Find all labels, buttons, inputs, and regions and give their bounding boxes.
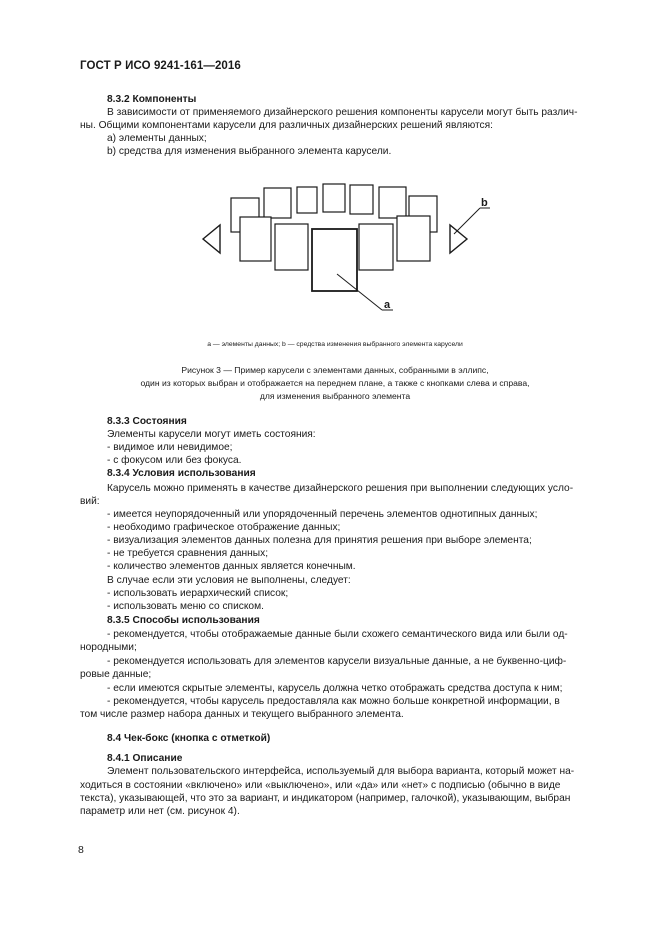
s834-item-3: - визуализация элементов данных полезна для принятия решения при выборе элемента; bbox=[107, 535, 532, 546]
section-8-4-title: 8.4 Чек-бокс (кнопка с отметкой) bbox=[107, 733, 271, 744]
leader-line-b bbox=[454, 208, 480, 234]
carousel-item-back-left bbox=[264, 188, 291, 218]
s841-line-4: параметр или нет (см. рисунок 4). bbox=[80, 806, 240, 817]
s833-item-2: - с фокусом или без фокуса. bbox=[107, 455, 242, 466]
s834-item-4: - не требуется сравнения данных; bbox=[107, 548, 269, 559]
s841-line-2: ходиться в состоянии «включено» или «выключено», или «да» или «нет» с подписью (обычно в виде bbox=[80, 780, 561, 791]
page-number: 8 bbox=[78, 844, 84, 856]
s834-item-2: - необходимо графическое отображение данных; bbox=[107, 522, 341, 533]
s833-intro: Элементы карусели могут иметь состояния: bbox=[107, 429, 316, 440]
carousel-diagram bbox=[0, 0, 661, 340]
figure-label-a: a bbox=[384, 299, 391, 311]
carousel-item-back-far-right bbox=[379, 187, 406, 218]
figure-caption-line-1: Рисунок 3 — Пример карусели с элементами данных, собранными в эллипс, bbox=[181, 365, 489, 375]
carousel-prev-button-icon bbox=[203, 225, 220, 253]
s835-rec-4-line-2: том числе размер набора данных и текущего выбранного элемента. bbox=[80, 709, 404, 720]
carousel-selected-item bbox=[312, 229, 357, 291]
s832-para-line-2: ны. Общими компонентами карусели для различных дизайнерских решений являются: bbox=[80, 120, 493, 131]
section-8-3-5-title: 8.3.5 Способы использования bbox=[107, 615, 260, 626]
figure-label-b: b bbox=[481, 197, 488, 209]
s832-item-a: a) элементы данных; bbox=[107, 133, 207, 144]
s835-rec-4-line-1: - рекомендуется, чтобы карусель предоставляла как можно больше конкретной информации, в bbox=[107, 696, 560, 707]
s835-rec-1-line-1: - рекомендуется, чтобы отображаемые данные были схожего семантического вида или были од- bbox=[107, 629, 568, 640]
s832-para-line-1: В зависимости от применяемого дизайнерского решения компоненты карусели могут быть различ- bbox=[107, 107, 578, 118]
s835-rec-1-line-2: нородными; bbox=[80, 642, 137, 653]
figure-legend: а — элементы данных; b — средства изменения выбранного элемента карусели bbox=[207, 341, 463, 348]
section-8-3-2-title: 8.3.2 Компоненты bbox=[107, 94, 197, 105]
figure-caption-line-3: для изменения выбранного элемента bbox=[259, 391, 411, 401]
carousel-item-right bbox=[397, 216, 430, 261]
carousel-item-back-right bbox=[350, 185, 373, 214]
figure-caption bbox=[100, 364, 570, 403]
leader-line-a bbox=[337, 274, 382, 310]
s841-line-1: Элемент пользовательского интерфейса, используемый для выбора варианта, который может на- bbox=[107, 766, 575, 777]
figure-caption-line-2: один из которых выбран и отображается на переднем плане, а также с кнопками слева и справа, bbox=[140, 378, 530, 388]
s834-para-line-2: вий: bbox=[80, 496, 100, 507]
s834-else-item-1: - использовать иерархический список; bbox=[107, 588, 289, 599]
s834-item-1: - имеется неупорядоченный или упорядоченный перечень элементов однотипных данных; bbox=[107, 509, 538, 520]
s835-rec-2-line-2: ровые данные; bbox=[80, 669, 152, 680]
section-8-4-1-title: 8.4.1 Описание bbox=[107, 753, 183, 764]
section-8-3-4-title: 8.3.4 Условия использования bbox=[107, 468, 256, 479]
carousel-item-back-center-right bbox=[323, 184, 345, 212]
section-8-3-3-title: 8.3.3 Состояния bbox=[107, 416, 187, 427]
s834-else-item-2: - использовать меню со списком. bbox=[107, 601, 264, 612]
s835-rec-3: - если имеются скрытые элементы, карусель должна четко отображать средства доступа к ним; bbox=[107, 683, 563, 694]
s834-else-intro: В случае если эти условия не выполнены, следует: bbox=[107, 575, 351, 586]
s841-line-3: текста), указывающей, что это за вариант, и индикатором (например, галочкой), указывающим, выбран bbox=[80, 793, 571, 804]
carousel-item-front-left bbox=[275, 224, 308, 270]
carousel-item-back-center bbox=[297, 187, 317, 213]
s834-item-5: - количество элементов данных является конечным. bbox=[107, 561, 356, 572]
s834-para-line-1: Карусель можно применять в качестве дизайнерского решения при выполнении следующих усло- bbox=[107, 483, 574, 494]
carousel-item-front-right bbox=[359, 224, 393, 270]
s833-item-1: - видимое или невидимое; bbox=[107, 442, 233, 453]
standard-header: ГОСТ Р ИСО 9241-161—2016 bbox=[80, 60, 241, 72]
s832-item-b: b) средства для изменения выбранного элемента карусели. bbox=[107, 146, 392, 157]
s835-rec-2-line-1: - рекомендуется использовать для элементов карусели визуальные данные, а не буквенно-циф- bbox=[107, 656, 567, 667]
carousel-item-left bbox=[240, 217, 271, 261]
